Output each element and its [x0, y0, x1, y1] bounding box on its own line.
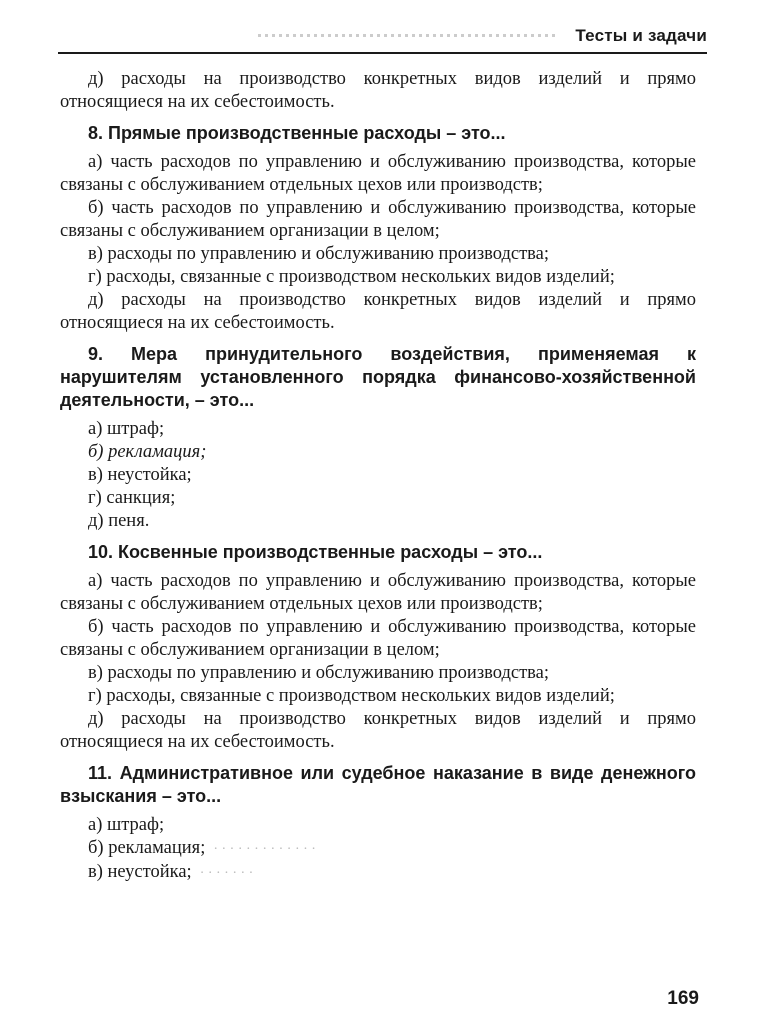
question-9-option-b: [60, 441, 696, 464]
question-9-option-b-text: б) рекламация;: [88, 442, 207, 462]
question-8-option-e: д) расходы на производство конкретных видов изделий и прямо относящиеся на их себестоимость.: [60, 290, 696, 333]
question-11-option-c: [60, 861, 696, 885]
question-9-option-c: в) неустойка;: [88, 465, 192, 485]
question-9-title: 9. Мера принудительного воздействия, применяемая к нарушителям установленного порядка финансово-хозяйственной деятельности, – это...: [60, 344, 696, 410]
question-9-option-e: д) пеня.: [88, 511, 150, 531]
question-10-option-e: д) расходы на производство конкретных видов изделий и прямо относящиеся на их себестоимость.: [60, 709, 696, 752]
question-11-option-a: а) штраф;: [88, 815, 165, 835]
bleed-through-smudge: · · · · · · ·: [199, 866, 254, 881]
question-8-option-a: а) часть расходов по управлению и обслуживанию производства, которые связаны с обслуживанием отдельных цехов или производств;: [60, 152, 696, 195]
header-title: Тесты и задачи: [575, 26, 707, 45]
question-11-option-c-text: в) неустойка;: [88, 862, 192, 882]
intro-option-d: д) расходы на производство конкретных видов изделий и прямо относящиеся на их себестоимость.: [60, 69, 696, 112]
header-rule: [58, 52, 707, 54]
running-header: [58, 22, 707, 50]
question-9-option-a: а) штраф;: [88, 419, 165, 439]
question-11-option-b: [60, 837, 696, 861]
page-content: [60, 68, 696, 885]
question-8-title: 8. Прямые производственные расходы – это...: [88, 123, 506, 143]
question-8-option-b: б) часть расходов по управлению и обслуживанию производства, которые связаны с обслуживанием организации в целом;: [60, 198, 696, 241]
page-number: 169: [667, 988, 699, 1009]
question-8-option-c: в) расходы по управлению и обслуживанию производства;: [88, 244, 550, 264]
bleed-through-smudge: · · · · · · · · · · · · ·: [213, 842, 316, 857]
question-10-title: 10. Косвенные производственные расходы – это...: [88, 542, 543, 562]
question-10-option-b: б) часть расходов по управлению и обслуживанию производства, которые связаны с обслуживанием организации в целом;: [60, 617, 696, 660]
question-10-option-d: г) расходы, связанные с производством нескольких видов изделий;: [88, 686, 615, 706]
question-11-option-b-text: б) рекламация;: [88, 838, 206, 858]
header-smudge: [258, 34, 558, 37]
question-10-option-c: в) расходы по управлению и обслуживанию производства;: [88, 663, 550, 683]
question-11-title: 11. Административное или судебное наказание в виде денежного взыскания – это...: [60, 763, 696, 806]
question-9-option-d: г) санкция;: [88, 488, 176, 508]
question-8-option-d: г) расходы, связанные с производством нескольких видов изделий;: [88, 267, 615, 287]
question-10-option-a: а) часть расходов по управлению и обслуживанию производства, которые связаны с обслуживанием отдельных цехов или производств;: [60, 571, 696, 614]
